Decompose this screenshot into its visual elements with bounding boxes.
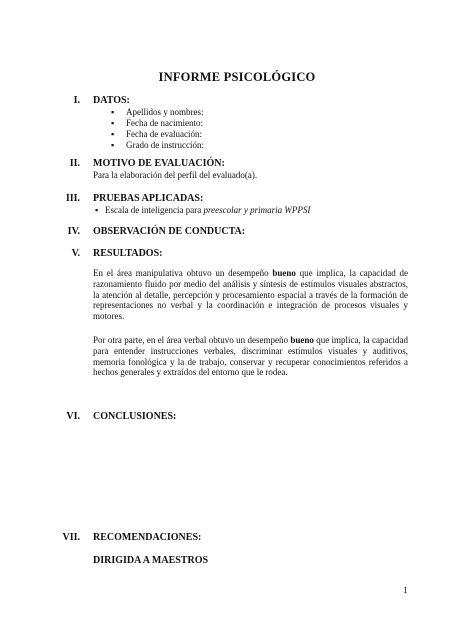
paragraph-text: Por otra parte, en el área verbal obtuvo un desempeño	[93, 335, 291, 345]
results-paragraph-verbal	[93, 335, 408, 378]
section-number: VI.	[66, 411, 80, 422]
section-text: Para la elaboración del perfil del evaluado(a).	[93, 170, 258, 180]
test-name-italic: preescolar y primaria WPPSI	[203, 205, 311, 215]
test-name-text: Escala de inteligencia para	[105, 205, 204, 215]
section-number: II.	[69, 158, 80, 169]
section-heading: DATOS:	[93, 95, 130, 106]
section-number: VII.	[62, 532, 80, 543]
section-heading: PRUEBAS APLICADAS:	[93, 193, 204, 204]
performance-rating: bueno	[272, 268, 296, 278]
list-item-text	[105, 205, 310, 216]
list-item-text: Fecha de evaluación:	[126, 129, 202, 139]
list-item-text: Apellidos y nombres:	[126, 107, 204, 117]
section-heading: RECOMENDACIONES:	[93, 532, 202, 543]
bullet-icon: ▪	[111, 140, 115, 150]
section-number: V.	[71, 248, 80, 259]
paragraph-text: En el área manipulativa obtuvo un desempeño	[93, 268, 273, 278]
document-title: INFORME PSICOLÓGICO	[158, 70, 316, 84]
subsection-heading: DIRIGIDA A MAESTROS	[93, 555, 209, 566]
section-number: I.	[73, 95, 80, 106]
bullet-icon: ▪	[111, 129, 115, 139]
bullet-icon: ▪	[95, 205, 99, 215]
performance-rating: bueno	[290, 335, 314, 345]
section-heading: CONCLUSIONES:	[93, 411, 177, 422]
paragraph-text: que implica, la capacidad de razonamiento fluido por medio del análisis y síntesis de estímulos visuales abstractos, la atención al detalle, percepción y procesamiento espacial a través de la formación de representaciones no verbal y la coordinación e integración de procesos visuales y motores.	[93, 268, 408, 322]
results-paragraph-manipulative	[93, 268, 408, 322]
section-heading: RESULTADOS:	[93, 248, 163, 259]
section-number: IV.	[67, 226, 80, 237]
page-number: 1	[403, 585, 408, 595]
list-item-text: Grado de instrucción:	[126, 140, 204, 150]
section-number: III.	[65, 193, 80, 204]
section-heading: MOTIVO DE EVALUACIÓN:	[93, 158, 225, 169]
bullet-icon: ▪	[111, 107, 115, 117]
bullet-icon: ▪	[111, 118, 115, 128]
paragraph-text: que implica, la capacidad para entender instrucciones verbales, discriminar estímulos visuales y auditivos, memoria fonológica y la de trabajo, conservar y recuperar conocimientos referidos a hechos generales y extraídos del entorno que le rodea.	[93, 335, 408, 378]
section-heading: OBSERVACIÓN DE CONDUCTA:	[93, 226, 246, 237]
list-item-text: Fecha de nacimiento:	[126, 118, 203, 128]
